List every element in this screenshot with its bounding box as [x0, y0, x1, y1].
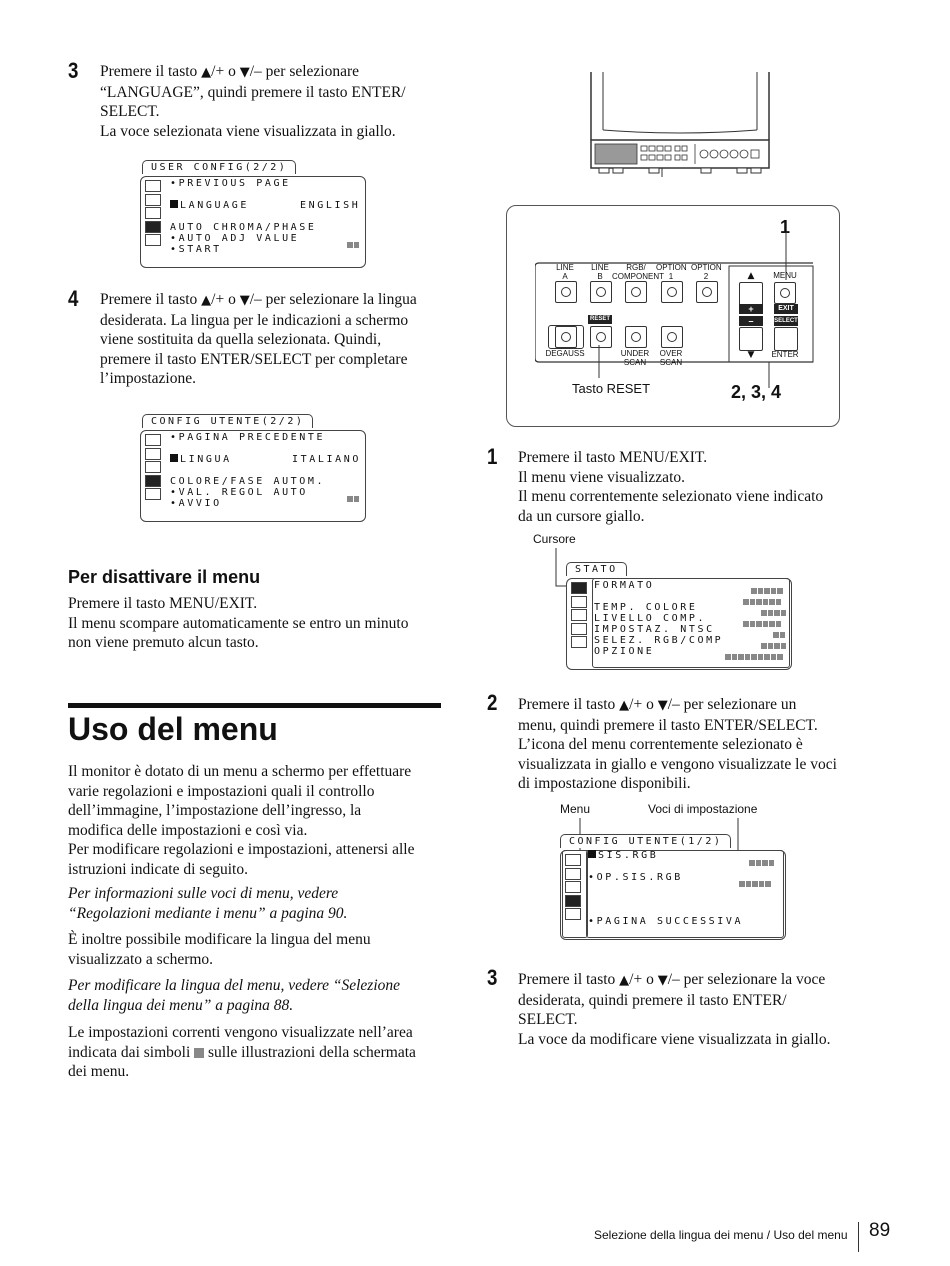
status-icon	[145, 434, 161, 446]
uso-paragraph-3: Le impostazioni correnti vengono visualizzate nell’area indicata dai simboli sulle illustrazioni della schermata dei menu.	[68, 1024, 416, 1080]
value-squares	[346, 235, 359, 253]
input-icon	[145, 207, 161, 219]
toolbox-icon	[145, 221, 161, 233]
step-number: 3	[68, 58, 79, 83]
uso-note-2: Per modificare la lingua del menu, vedere “Selezione della lingua dei menu” a pagina 88.	[68, 977, 401, 1014]
enter-label: ENTER	[771, 350, 799, 359]
line-b-label: LINE B	[591, 263, 609, 281]
menu-caption: Menu	[560, 802, 591, 816]
step-4-text: Premere il tasto ▲/+ o ▼/– per selezionare la lingua desiderata. La lingua per le indicazioni a schermo viene sostituita da quella selezionata. Quindi, premere il tasto ENTER/SELECT per completare l’impostazione.	[100, 291, 417, 387]
step-2-text: Premere il tasto ▲/+ o ▼/– per selezionare un menu, quindi premere il tasto ENTER/SELECT. L’icona del menu correntemente selezionato è visualizzata in giallo e vengono visualizzate le voci di impostazione disponibili.	[518, 696, 837, 792]
input-icon	[565, 881, 581, 893]
option-2-label: OPTION 2	[691, 263, 722, 281]
up-plus-button[interactable]	[739, 282, 763, 306]
under-scan-label: UNDER SCAN	[620, 349, 650, 367]
menu-exit-button[interactable]	[774, 282, 796, 304]
reset-leader-line	[597, 345, 601, 378]
selection-marker	[170, 200, 178, 208]
menu-label: MENU	[773, 271, 797, 280]
value-squares	[346, 489, 359, 507]
status-icon	[565, 854, 581, 866]
uso-paragraph-2: È inoltre possibile modificare la lingua del menu visualizzato a schermo.	[68, 931, 371, 968]
select-badge: SELECT	[774, 318, 798, 324]
slash-icon	[571, 636, 587, 648]
degauss-label: DEGAUSS	[545, 349, 585, 358]
plus-badge: +	[739, 304, 763, 314]
down-arrow-icon: ▼	[239, 65, 250, 80]
up-arrow-icon: ▲	[619, 973, 630, 988]
slash-icon	[145, 234, 161, 246]
input-icon	[145, 461, 161, 473]
step-number: 3	[487, 965, 498, 990]
step-1-text: Premere il tasto MENU/EXIT. Il menu viene visualizzato. Il menu correntemente selezionato viene indicato da un cursore giallo.	[518, 449, 824, 525]
grid-icon	[565, 868, 581, 880]
option-1-button[interactable]	[661, 281, 683, 303]
down-arrow-icon: ▼	[747, 350, 755, 360]
rgb-component-label: RGB/ COMPONENT	[612, 263, 664, 281]
line-a-button[interactable]	[555, 281, 577, 303]
step-3-text: Premere il tasto ▲/+ o ▼/– per selezionare “LANGUAGE”, quindi premere il tasto ENTER/ SELECT. La voce selezionata viene visualizzata in giallo.	[100, 63, 406, 140]
footer-text: Selezione della lingua dei menu / Uso del menu	[594, 1228, 848, 1242]
page-title: Uso del menu	[68, 711, 278, 747]
enter-select-button[interactable]	[774, 327, 798, 351]
input-icon	[571, 609, 587, 621]
down-minus-button[interactable]	[739, 327, 763, 351]
grid-icon	[145, 448, 161, 460]
exit-badge: EXIT	[774, 304, 798, 314]
menu-icon-column	[571, 582, 591, 650]
gray-square-icon	[194, 1048, 204, 1058]
toolbox-icon	[145, 475, 161, 487]
uso-note-1: Per informazioni sulle voci di menu, vedere “Regolazioni mediante i menu” a pagina 90.	[68, 885, 348, 922]
slash-icon	[145, 488, 161, 500]
heading-rule	[68, 703, 441, 708]
selection-marker	[588, 850, 596, 858]
up-arrow-icon: ▲	[619, 698, 630, 713]
uso-paragraph-1: Il monitor è dotato di un menu a schermo per effettuare varie regolazioni e impostazioni quali il controllo dell’immagine, l’impostazione dell’ingresso, la modifica delle impostazioni e così via. Per modificare regolazioni e impostazioni, attenersi alle istruzioni indicate di seguito.	[68, 763, 415, 878]
line-b-button[interactable]	[590, 281, 612, 303]
step-number: 2	[487, 690, 498, 715]
callout-234: 2, 3, 4	[731, 382, 782, 402]
reset-caption: Tasto RESET	[572, 381, 651, 396]
slash-icon	[565, 908, 581, 920]
menu-icon-column	[145, 180, 165, 248]
step-number: 4	[68, 286, 79, 311]
over-scan-button[interactable]	[661, 326, 683, 348]
osd-menu-config-utente-1: CONFIG UTENTE(1/2) SIS.RGB •OP.SIS.RGB •PAGINA SUCCESSIVA	[560, 834, 790, 944]
status-icon	[145, 180, 161, 192]
osd-menu-user-config: USER CONFIG(2/2) •PREVIOUS PAGE LANGUAGE ENGLISH AUTO CHROMA/PHASE •AUTO ADJ VALUE •START	[140, 160, 368, 270]
grid-icon	[571, 596, 587, 608]
reset-badge: RESET	[589, 316, 610, 322]
down-arrow-icon: ▼	[239, 293, 250, 308]
over-scan-label: OVER SCAN	[659, 349, 683, 367]
menu-icon-column	[145, 434, 165, 502]
settings-items-caption: Voci di impostazione	[648, 802, 758, 816]
minus-badge: –	[739, 316, 763, 326]
up-arrow-icon: ▲	[201, 293, 212, 308]
page-number: 89	[869, 1220, 891, 1241]
line-a-label: LINE A	[556, 263, 574, 281]
disable-text: Premere il tasto MENU/EXIT. Il menu scompare automaticamente se entro un minuto non viene premuto alcun tasto.	[68, 595, 409, 651]
up-arrow-icon: ▲	[201, 65, 212, 80]
up-arrow-icon: ▲	[747, 271, 755, 281]
monitor-illustration	[585, 72, 775, 177]
toolbox-icon	[565, 895, 581, 907]
cursor-caption: Cursore	[533, 532, 576, 546]
toolbox-icon	[571, 623, 587, 635]
osd-menu-config-utente: CONFIG UTENTE(2/2) •PAGINA PRECEDENTE LINGUA ITALIANO COLORE/FASE AUTOM. •VAL. REGOL AUTO •AVVIO	[140, 414, 368, 524]
osd-menu-stato: STATO FORMATO TEMP. COLORE LIVELLO COMP. IMPOSTAZ. NTSC SELEZ. RGB/COMP OPZIONE	[566, 562, 796, 672]
grid-icon	[145, 194, 161, 206]
step-number: 1	[487, 444, 498, 469]
menu-icon-column	[565, 854, 585, 922]
option-2-button[interactable]	[696, 281, 718, 303]
reset-button[interactable]	[590, 326, 612, 348]
option-1-label: OPTION 1	[656, 263, 687, 281]
step-3-right-text: Premere il tasto ▲/+ o ▼/– per selezionare la voce desiderata, quindi premere il tasto ENTER/ SELECT. La voce da modificare viene visualizzata in giallo.	[518, 971, 831, 1048]
footer-divider	[858, 1222, 859, 1252]
down-arrow-icon: ▼	[657, 973, 668, 988]
callout-1: 1	[780, 217, 791, 237]
degauss-inner	[555, 326, 577, 348]
section-heading: Per disattivare il menu	[68, 567, 261, 587]
down-arrow-icon: ▼	[657, 698, 668, 713]
under-scan-button[interactable]	[625, 326, 647, 348]
status-icon	[571, 582, 587, 594]
selection-marker	[170, 454, 178, 462]
rgb-component-button[interactable]	[625, 281, 647, 303]
